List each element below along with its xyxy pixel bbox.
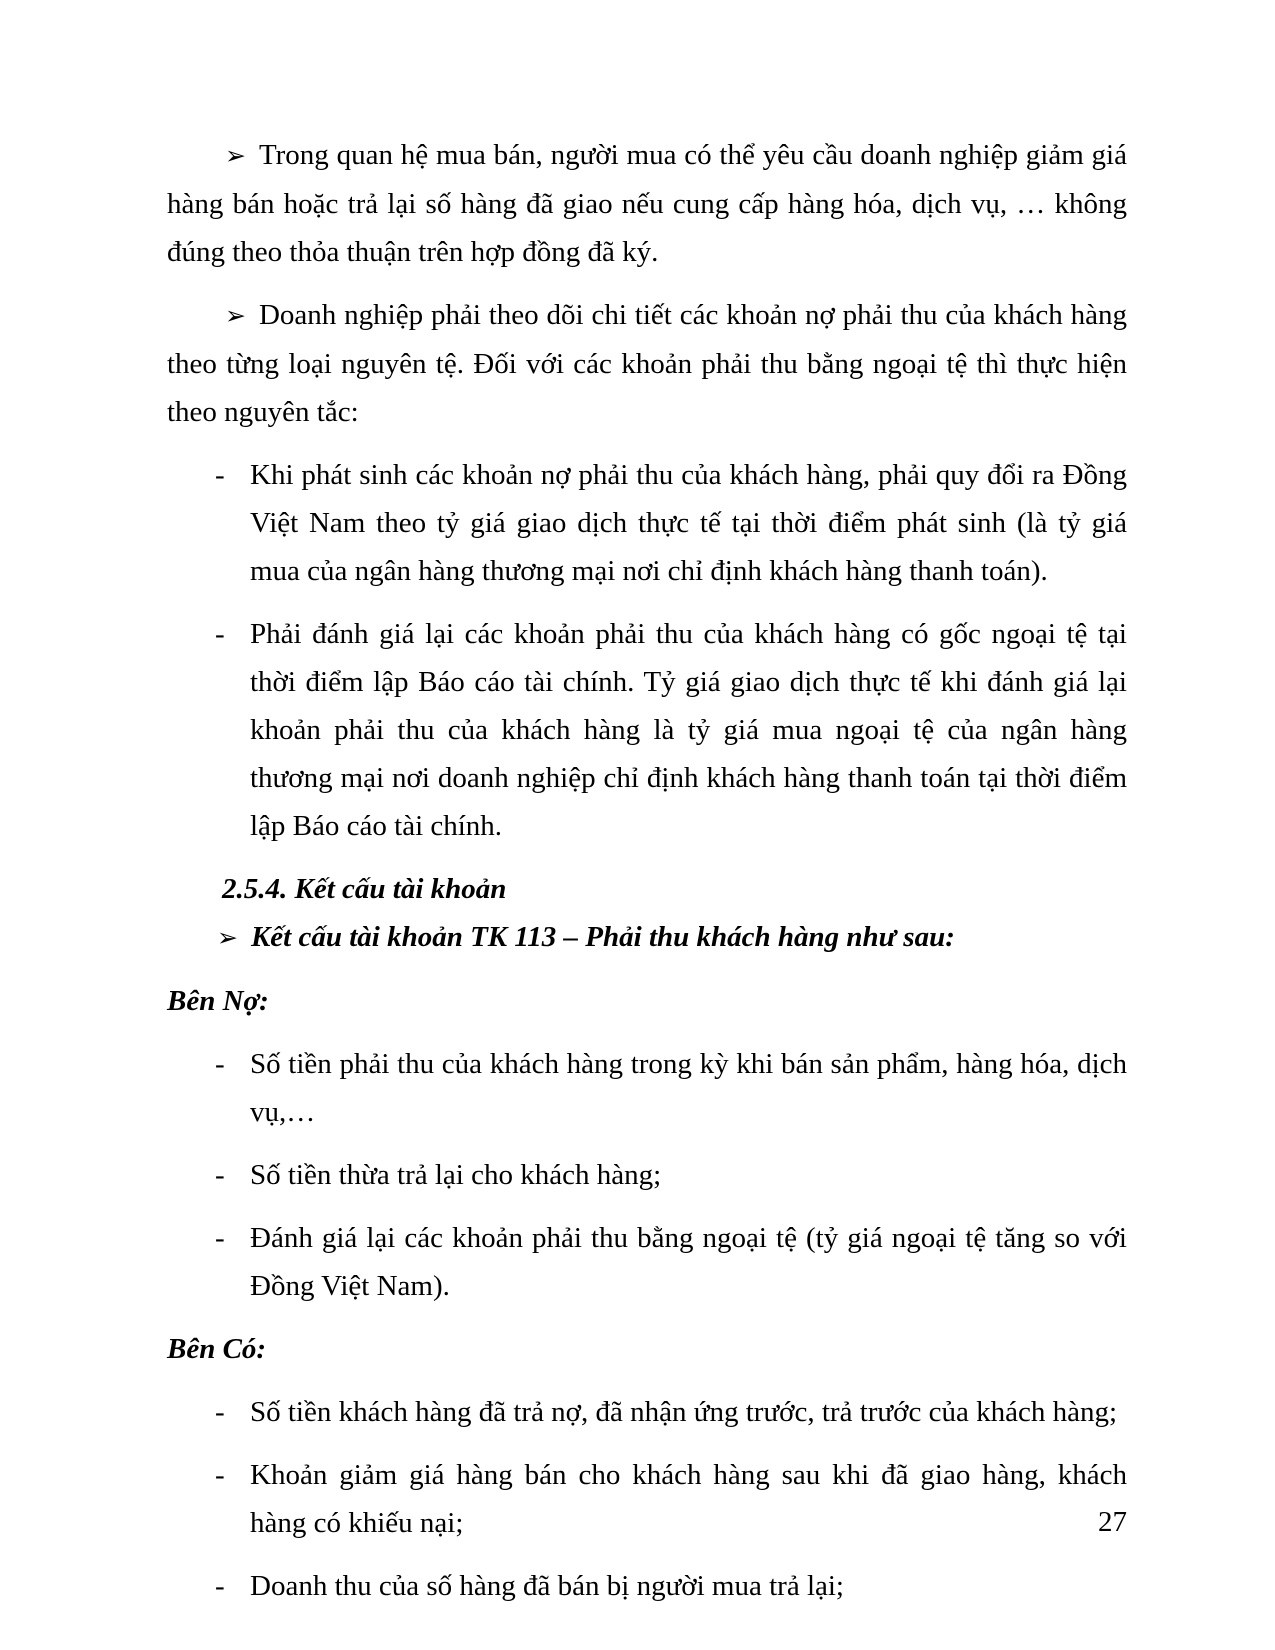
list-item [167,451,1127,595]
list-item [167,1562,1127,1610]
list-item-text: Đánh giá lại các khoản phải thu bằng ngoại tệ (tỷ giá ngoại tệ tăng so với Đồng Việt Nam). [250,1222,1127,1302]
list-item [167,1040,1127,1136]
account-structure-heading [167,913,1127,962]
page-content [167,131,1127,1625]
page-number: 27 [1098,1506,1127,1538]
debit-side-label: Bên Nợ: [167,985,269,1017]
list-item-text: Khi phát sinh các khoản nợ phải thu của khách hàng, phải quy đổi ra Đồng Việt Nam theo tỷ giá giao dịch thực tế tại thời điểm phát sinh (là tỷ giá mua của ngân hàng thương mại nơi chỉ định khách hàng thanh toán). [250,459,1127,587]
dash-bullet: - [215,1396,225,1428]
list-item [167,1214,1127,1310]
paragraph-buyer-rights [167,131,1127,276]
paragraph-text: Doanh nghiệp phải theo dõi chi tiết các khoản nợ phải thu của khách hàng theo từng loại nguyên tệ. Đối với các khoản phải thu bằng ngoại tệ thì thực hiện theo nguyên tắc: [167,299,1127,428]
arrow-bullet-icon: ➢ [225,301,246,330]
dash-bullet: - [215,1459,225,1491]
section-heading-2-5-4: 2.5.4. Kết cấu tài khoản [222,873,507,905]
arrow-bullet-icon: ➢ [225,141,246,170]
dash-bullet: - [215,1048,225,1080]
list-item [167,610,1127,850]
credit-side-label: Bên Có: [167,1333,267,1365]
list-item-text: Số tiền phải thu của khách hàng trong kỳ khi bán sản phẩm, hàng hóa, dịch vụ,… [250,1048,1127,1128]
paragraph-text: Trong quan hệ mua bán, người mua có thể yêu cầu doanh nghiệp giảm giá hàng bán hoặc trả lại số hàng đã giao nếu cung cấp hàng hóa, dịch vụ, … không đúng theo thỏa thuận trên hợp đồng đã ký. [167,139,1127,268]
list-item-text: Số tiền khách hàng đã trả nợ, đã nhận ứng trước, trả trước của khách hàng; [250,1396,1118,1428]
list-item [167,1151,1127,1199]
dash-bullet: - [215,1222,225,1254]
list-item [167,1388,1127,1436]
list-item-text: Khoản giảm giá hàng bán cho khách hàng sau khi đã giao hàng, khách hàng có khiếu nại; [250,1459,1127,1539]
arrow-bullet-icon: ➢ [217,923,238,952]
list-item-text: Phải đánh giá lại các khoản phải thu của khách hàng có gốc ngoại tệ tại thời điểm lập Báo cáo tài chính. Tỷ giá giao dịch thực tế khi đánh giá lại khoản phải thu của khách hàng là tỷ giá mua ngoại tệ của ngân hàng thương mại nơi doanh nghiệp chỉ định khách hàng thanh toán tại thời điểm lập Báo cáo tài chính. [250,618,1127,842]
paragraph-foreign-currency-rule [167,291,1127,436]
dash-bullet: - [215,1159,225,1191]
list-item [167,1451,1127,1547]
dash-bullet: - [215,1570,225,1602]
dash-bullet: - [215,618,225,650]
list-item-text: Doanh thu của số hàng đã bán bị người mua trả lại; [250,1570,844,1602]
list-item-text: Số tiền thừa trả lại cho khách hàng; [250,1159,662,1191]
dash-bullet: - [215,459,225,491]
heading-text: Kết cấu tài khoản TK 113 – Phải thu khách hàng như sau: [250,921,955,953]
